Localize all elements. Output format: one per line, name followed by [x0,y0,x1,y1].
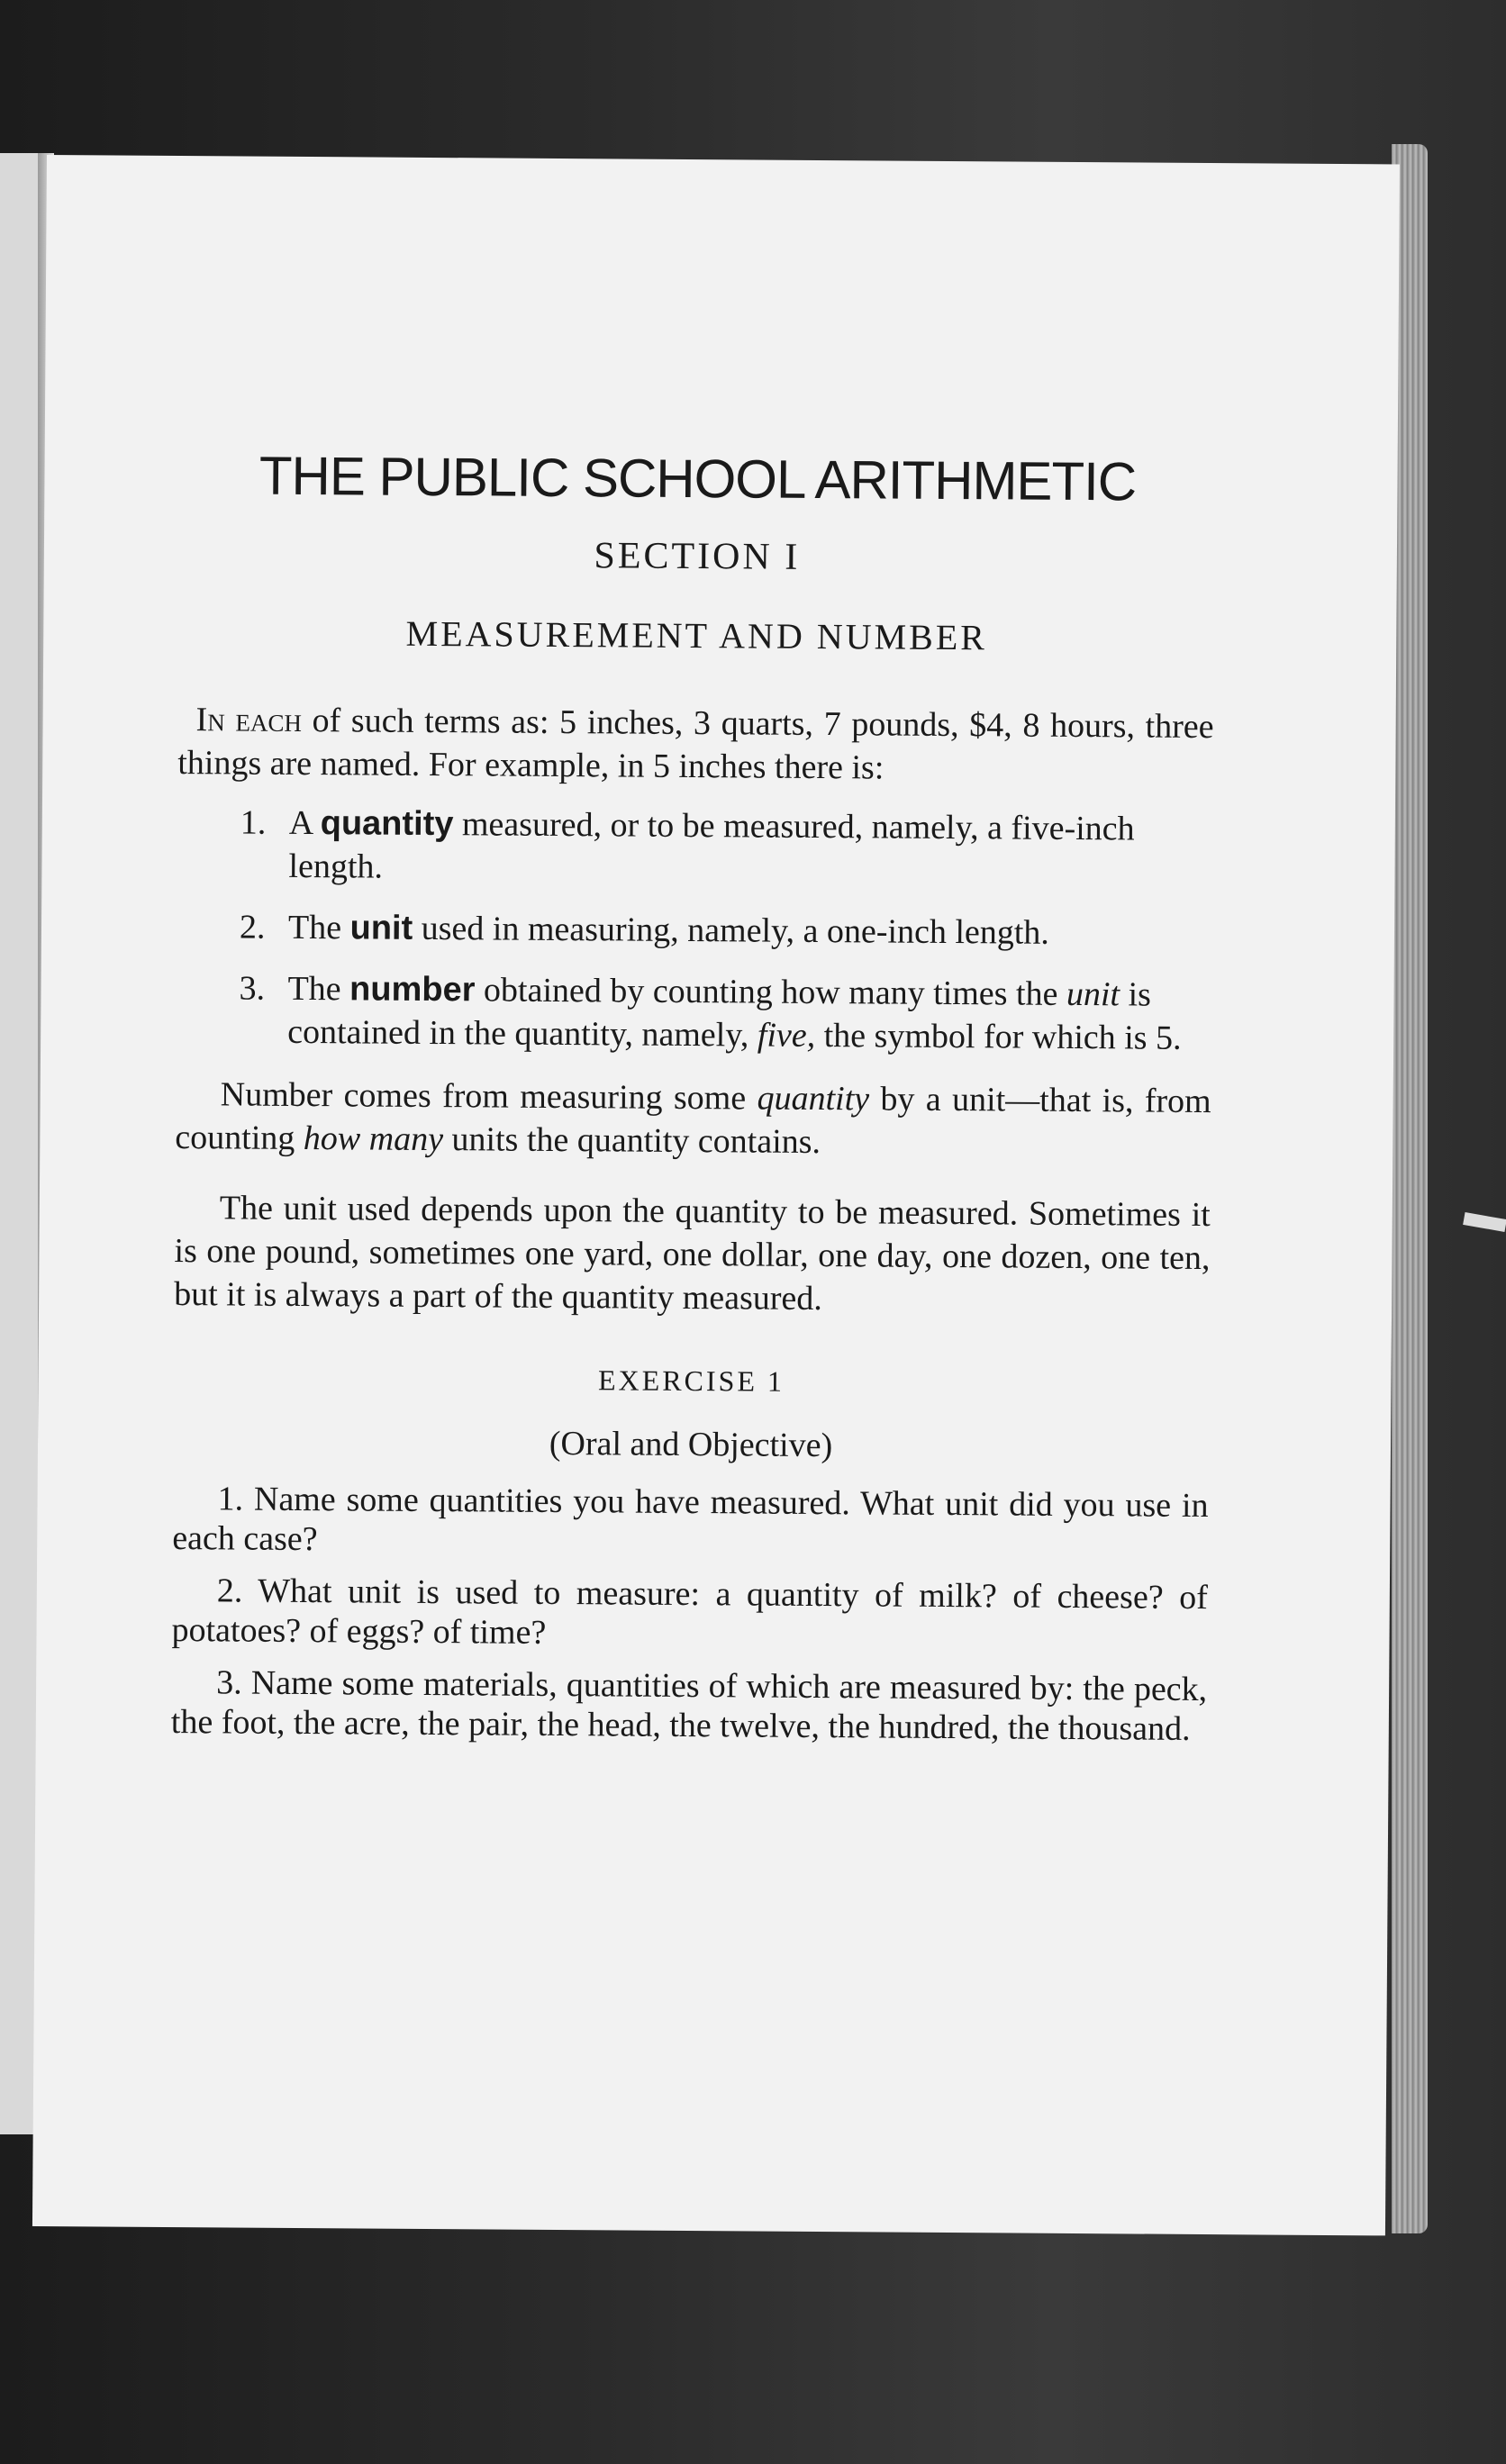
definition-item [240,906,1212,956]
unit-paragraph: The unit used depends upon the quantity to be measured. Sometimes it is one pound, sometimes one yard, one dollar, one day, one dozen, one ten, but it is always a part of the quantity measured. [174,1189,1211,1318]
book-page [32,155,1400,2235]
exercise-subtitle: (Oral and Objective) [549,1424,833,1465]
definition-number: 2. [239,908,266,947]
exercise-label: EXERCISE 1 [597,1363,785,1398]
definition-prefix: A [288,803,321,843]
definition-item [239,967,1212,1061]
section-title: MEASUREMENT AND NUMBER [405,612,988,658]
paragraph-text: by a unit—that is, from counting [175,1080,1211,1158]
definition-list [176,801,1213,1060]
number-paragraph [175,1073,1211,1166]
paragraph-emphasis: quantity [757,1079,870,1119]
intro-lead: In each [195,701,303,739]
definition-emphasis: unit [1066,974,1120,1014]
section-label: SECTION I [594,535,801,578]
exercise-item: 3. Name some materials, quantities of which are measured by: the peck, the foot, the acre, the pair, the head, the twelve, the hundred, the thousand. [170,1663,1208,1748]
intro-text: of such terms as: 5 inches, 3 quarts, 7 pounds, $4, 8 hours, three things are named. For example, in 5 inches there is: [177,701,1214,787]
definition-text: measured, or to be measured, namely, a five-inch length. [288,805,1135,886]
definition-term: unit [349,909,413,947]
book-title: THE PUBLIC SCHOOL ARITHMETIC [259,445,1137,512]
definition-prefix: The [287,969,350,1009]
definition-emphasis: five, [757,1016,816,1055]
definition-text: used in measuring, namely, a one-inch length. [413,909,1050,952]
definition-number: 3. [239,969,266,1008]
definition-text: obtained by counting how many times the [475,971,1067,1013]
paragraph-text: units the quantity contains. [442,1120,821,1162]
exercise-item: 2. What unit is used to measure: a quantity of milk? of cheese? of potatoes? of eggs? of time? [171,1572,1208,1652]
page-content [171,444,1216,1762]
paragraph-emphasis: how many [303,1119,444,1159]
paragraph-text: Number comes from measuring some [220,1075,758,1118]
definition-text: the symbol for which is 5. [815,1016,1182,1057]
definition-term: number [349,970,476,1010]
definition-text: is contained in the quantity, namely, [287,975,1152,1055]
intro-paragraph [177,698,1214,792]
definition-number: 1. [240,803,267,842]
definition-term: quantity [320,804,454,844]
definition-item [240,802,1213,895]
exercise-item: 1. Name some quantities you have measured. What unit did you use in each case? [172,1480,1209,1559]
definition-prefix: The [287,908,350,947]
